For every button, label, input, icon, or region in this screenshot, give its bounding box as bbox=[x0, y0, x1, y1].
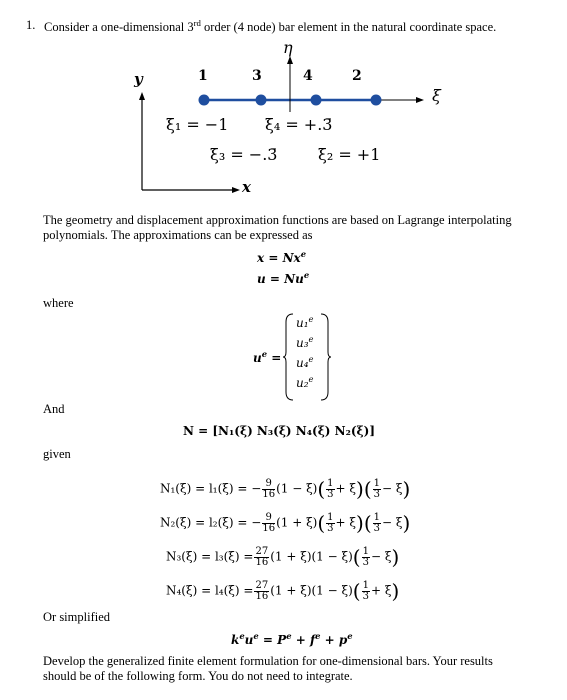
node-4 bbox=[311, 95, 322, 106]
u-equation: $u = Nu^e$ bbox=[257, 270, 310, 286]
node-number-4: 4 bbox=[303, 68, 313, 84]
coord-xi4: ξ₄ = +.3̄ bbox=[265, 115, 333, 134]
y-axis-arrow-icon bbox=[139, 92, 145, 100]
node-number-1: 1 bbox=[198, 68, 208, 84]
node-2 bbox=[371, 95, 382, 106]
or-simplified-label: Or simplified bbox=[43, 610, 111, 624]
eta-axis-arrow-icon bbox=[287, 56, 293, 64]
ue-vector-item-4: u₄$^e$ bbox=[296, 354, 314, 370]
node-number-3: 3 bbox=[252, 68, 262, 84]
N4-equation: N₄(ξ) = l₄(ξ) = $\frac{27}{16}$ (1 + ξ)(1 − ξ)( $\frac{1}{3}$ + ξ) bbox=[166, 579, 400, 603]
ue-vector-item-1: u₁$^e$ bbox=[296, 314, 314, 330]
node-number-2: 2 bbox=[352, 68, 362, 84]
xi-label: ξ bbox=[432, 86, 441, 105]
coord-xi2: ξ₂ = +1 bbox=[318, 145, 381, 164]
problem-statement: Consider a one-dimensional 3rd order (4 node) bar element in the natural coordinate space. bbox=[44, 18, 497, 35]
final-equation: $k^eu^e = P^e + f^e + p^e$ bbox=[231, 631, 353, 647]
develop-paragraph-line2: should be of the following form. You do not need to integrate. bbox=[43, 669, 353, 683]
N3-equation: N₃(ξ) = l₃(ξ) = $\frac{27}{16}$ (1 + ξ)(1 − ξ)( $\frac{1}{3}$ − ξ) bbox=[166, 545, 400, 569]
x-equation: $x = Nx^e$ bbox=[257, 249, 307, 265]
develop-paragraph-line1: Develop the generalized finite element formulation for one-dimensional bars. Your results bbox=[43, 654, 493, 668]
y-label: y bbox=[134, 70, 143, 88]
coord-xi3: ξ₃ = −.3̄ bbox=[210, 145, 278, 164]
N-row-equation: N = [N₁(ξ) N₃(ξ) N₄(ξ) N₂(ξ)] bbox=[183, 424, 376, 438]
geometry-paragraph-line2: polynomials. The approximations can be expressed as bbox=[43, 228, 313, 242]
x-axis-arrow-icon bbox=[232, 187, 240, 193]
problem-number: 1. bbox=[26, 18, 36, 32]
where-label: where bbox=[43, 296, 74, 310]
eta-label: η bbox=[283, 38, 293, 57]
ue-vector-item-3: u₃$^e$ bbox=[296, 334, 314, 350]
node-3 bbox=[256, 95, 267, 106]
given-label: given bbox=[43, 447, 71, 461]
ue-vector-item-2: u₂$^e$ bbox=[296, 374, 314, 390]
ue-lhs: $u^e$ = bbox=[253, 349, 282, 365]
geometry-paragraph-line1: The geometry and displacement approximation functions are based on Lagrange interpolating bbox=[43, 213, 512, 227]
xi-arrow-icon bbox=[416, 97, 424, 103]
x-label: x bbox=[242, 178, 251, 196]
N1-equation: N₁(ξ) = l₁(ξ) = − $\frac{9}{16}$ (1 − ξ)( $\frac{1}{3}$ + ξ)( $\frac{1}{3}$ − ξ) bbox=[160, 477, 411, 501]
N2-equation: N₂(ξ) = l₂(ξ) = − $\frac{9}{16}$ (1 + ξ)( $\frac{1}{3}$ + ξ)( $\frac{1}{3}$ − ξ) bbox=[160, 511, 411, 535]
coord-xi1: ξ₁ = −1 bbox=[166, 115, 229, 134]
and-label: And bbox=[43, 402, 65, 416]
node-1 bbox=[199, 95, 210, 106]
